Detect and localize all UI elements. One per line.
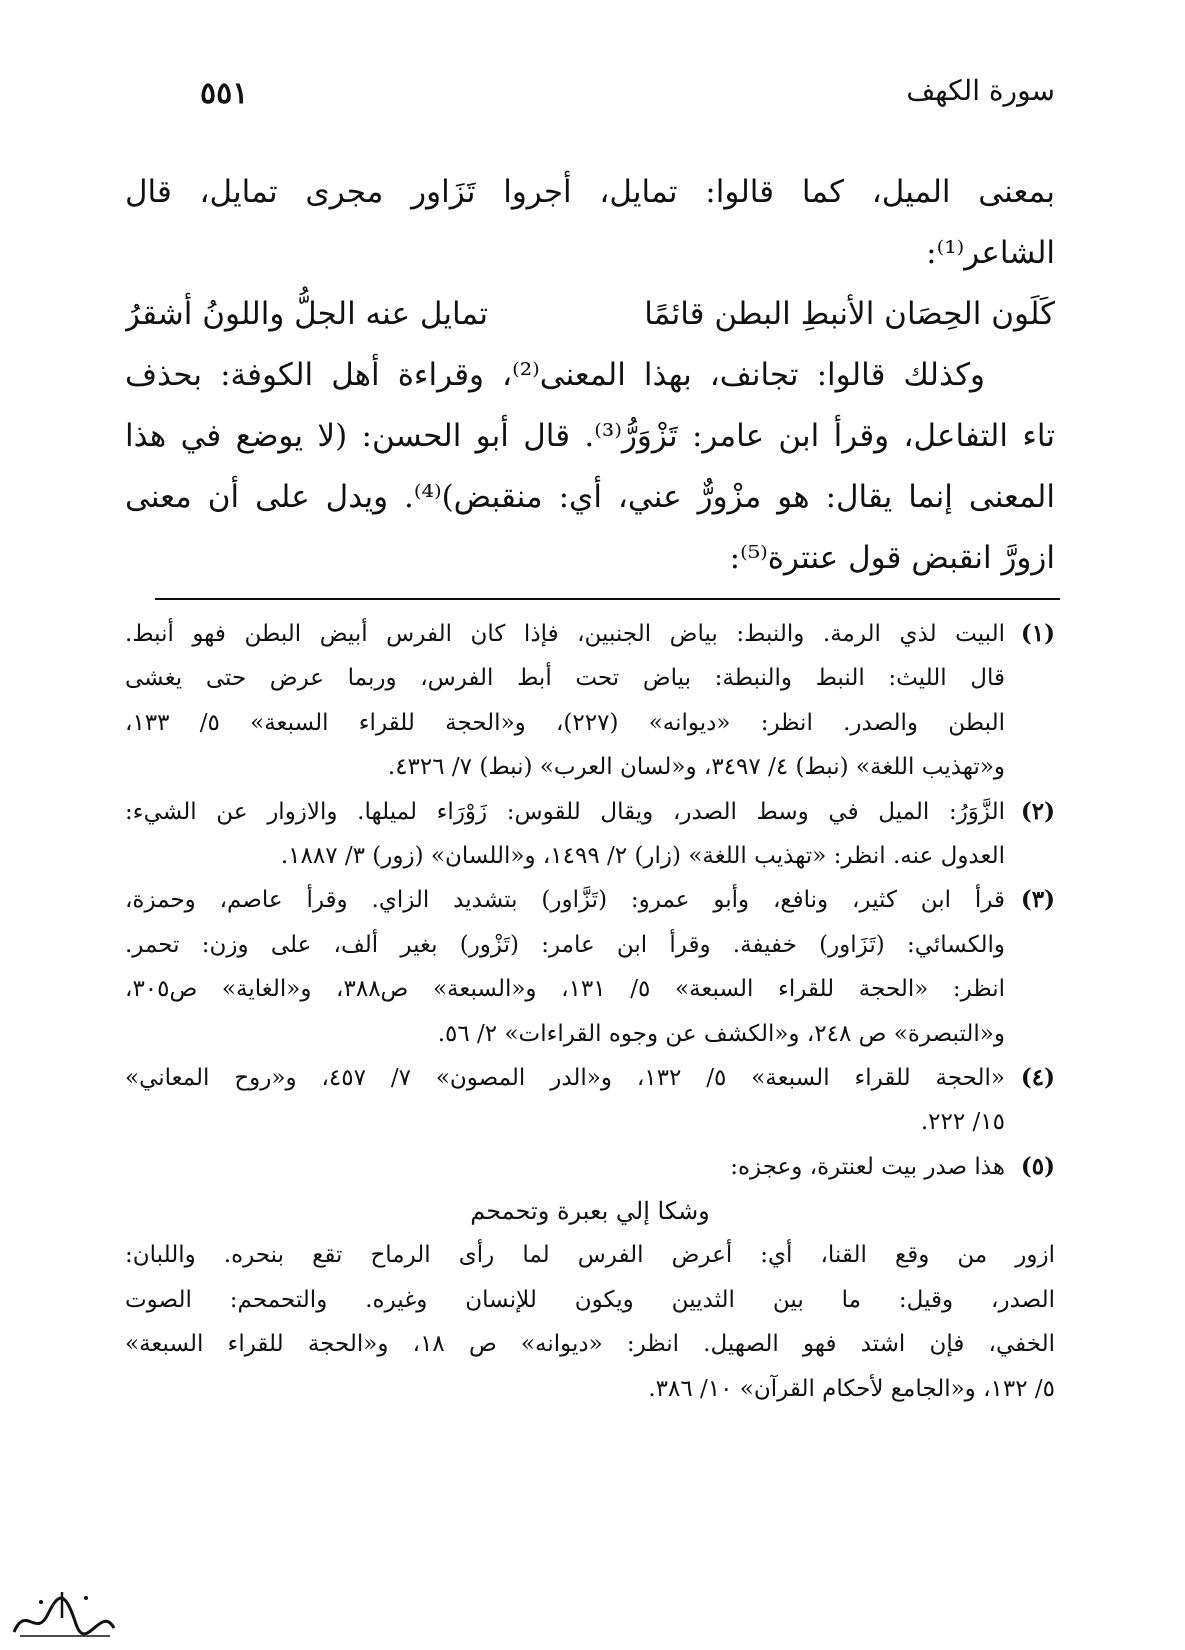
main-line: وكذلك قالوا: تجانف، بهذا المعنى⁽²⁾، وقراءة أهل الكوفة: بحذف (125, 357, 986, 393)
footnote-verse-hemistich: وشكا إلي بعبرة وتحمحم (470, 1197, 710, 1226)
verse-first-hemistich: كَلَون الحِصَان الأنبطِ البطن قائمًا (644, 296, 1055, 332)
footnote-number: (٣) (1020, 886, 1055, 914)
footnote-line: (١) البيت لذي الرمة. والنبط: بياض الجنبين، فإذا كان الفرس أبيض البطن فهو أنبط. (125, 612, 1055, 656)
main-line: تاء التفاعل، وقرأ ابن عامر: تَزْوَرُّ⁽³⁾. قال أبو الحسن: (لا يوضع في هذا (125, 418, 1055, 454)
footnote-line: و«التبصرة» ص ٢٤٨، و«الكشف عن وجوه القراءات» ٢/ ٥٦. (437, 1020, 1005, 1047)
main-line: الشاعر⁽¹⁾: (926, 235, 1055, 271)
main-line: بمعنى الميل، كما قالوا: تمايل، أجروا تَزَاور مجرى تمايل، قال (125, 174, 1055, 210)
main-text (125, 162, 1055, 589)
footnote-line: والكسائي: (تَزَاور) خفيفة. وقرأ ابن عامر: (تَزْور) بغير ألف، على وزن: تحمر. (125, 931, 1005, 958)
footnote-number: (١) (1020, 620, 1055, 647)
page-number: ٥٥١ (200, 76, 249, 111)
footnote-line: الخفي، فإن اشتد فهو الصهيل. انظر: «ديوانه» ص ١٨، و«الحجة للقراء السبعة» (125, 1331, 1055, 1358)
footnote-line: انظر: «الحجة للقراء السبعة» ٥/ ١٣١، و«السبعة» ص٣٨٨، و«الغاية» ص٣٠٥، (125, 976, 1006, 1003)
footnote-line: ازور من وقع القنا، أي: أعرض الفرس لما رأى الرماح تقع بنحره. واللبان: (125, 1242, 1055, 1269)
footnote-line: ١٥/ ٢٢٢. (920, 1109, 1005, 1136)
main-line: المعنى إنما يقال: هو مزْورٌّ عني، أي: منقبض)⁽⁴⁾. ويدل على أن معنى (125, 479, 1055, 515)
main-line: ازورَّ انقبض قول عنترة⁽⁵⁾: (729, 540, 1055, 576)
footnote-line: (٤) «الحجة للقراء السبعة» ٥/ ١٣٢، و«الدر المصون» ٧/ ٤٥٧، و«روح المعاني» (125, 1056, 1055, 1100)
surah-title: سورة الكهف (906, 74, 1055, 107)
footnote-line: (٣) قرأ ابن كثير، ونافع، وأبو عمرو: (تَزَّاور) بتشديد الزاي. وقرأ عاصم، وحمزة، (125, 878, 1055, 922)
footnote-line: البطن والصدر. انظر: «ديوانه» (٢٢٧)، و«الحجة للقراء السبعة» ٥/ ١٣٣، (125, 709, 1006, 736)
poetry-verse (125, 284, 1055, 345)
footnote-line: ٥/ ١٣٢، و«الجامع لأحكام القرآن» ١٠/ ٣٨٦. (648, 1375, 1055, 1402)
footnote-line: العدول عنه. انظر: «تهذيب اللغة» (زار) ٢/ ١٤٩٩، و«اللسان» (زور) ٣/ ١٨٨٧. (280, 842, 1005, 869)
footnote-line: الصدر، وقيل: ما بين الثديين ويكون للإنسان وغيره. والتحمحم: الصوت (125, 1286, 1055, 1313)
verse-second-hemistich: تمايل عنه الجلُّ واللونُ أشقرُ (125, 296, 488, 332)
footnote-number: (٤) (1020, 1063, 1055, 1091)
publisher-logo (6, 1584, 121, 1644)
footnote-separator (155, 598, 1060, 600)
footnotes (125, 612, 1055, 1411)
footnote-line: (٢) الزَّوَرُ: الميل في وسط الصدر، ويقال للقوس: زَوْرَاء لميلها. والازوار عن الشيء: (125, 790, 1055, 834)
footnote-line: و«تهذيب اللغة» (نبط) ٤/ ٣٤٩٧، و«لسان العرب» (نبط) ٧/ ٤٣٢٦. (387, 754, 1005, 781)
footnote-number: (٥) (1020, 1152, 1055, 1180)
footnote-line: (٥) هذا صدر بيت لعنترة، وعجزه: (125, 1145, 1055, 1189)
footnote-number: (٢) (1020, 797, 1055, 825)
footnote-line: قال الليث: النبط والنبطة: بياض تحت أبط الفرس، وربما عرض حتى يغشى (125, 665, 1005, 692)
